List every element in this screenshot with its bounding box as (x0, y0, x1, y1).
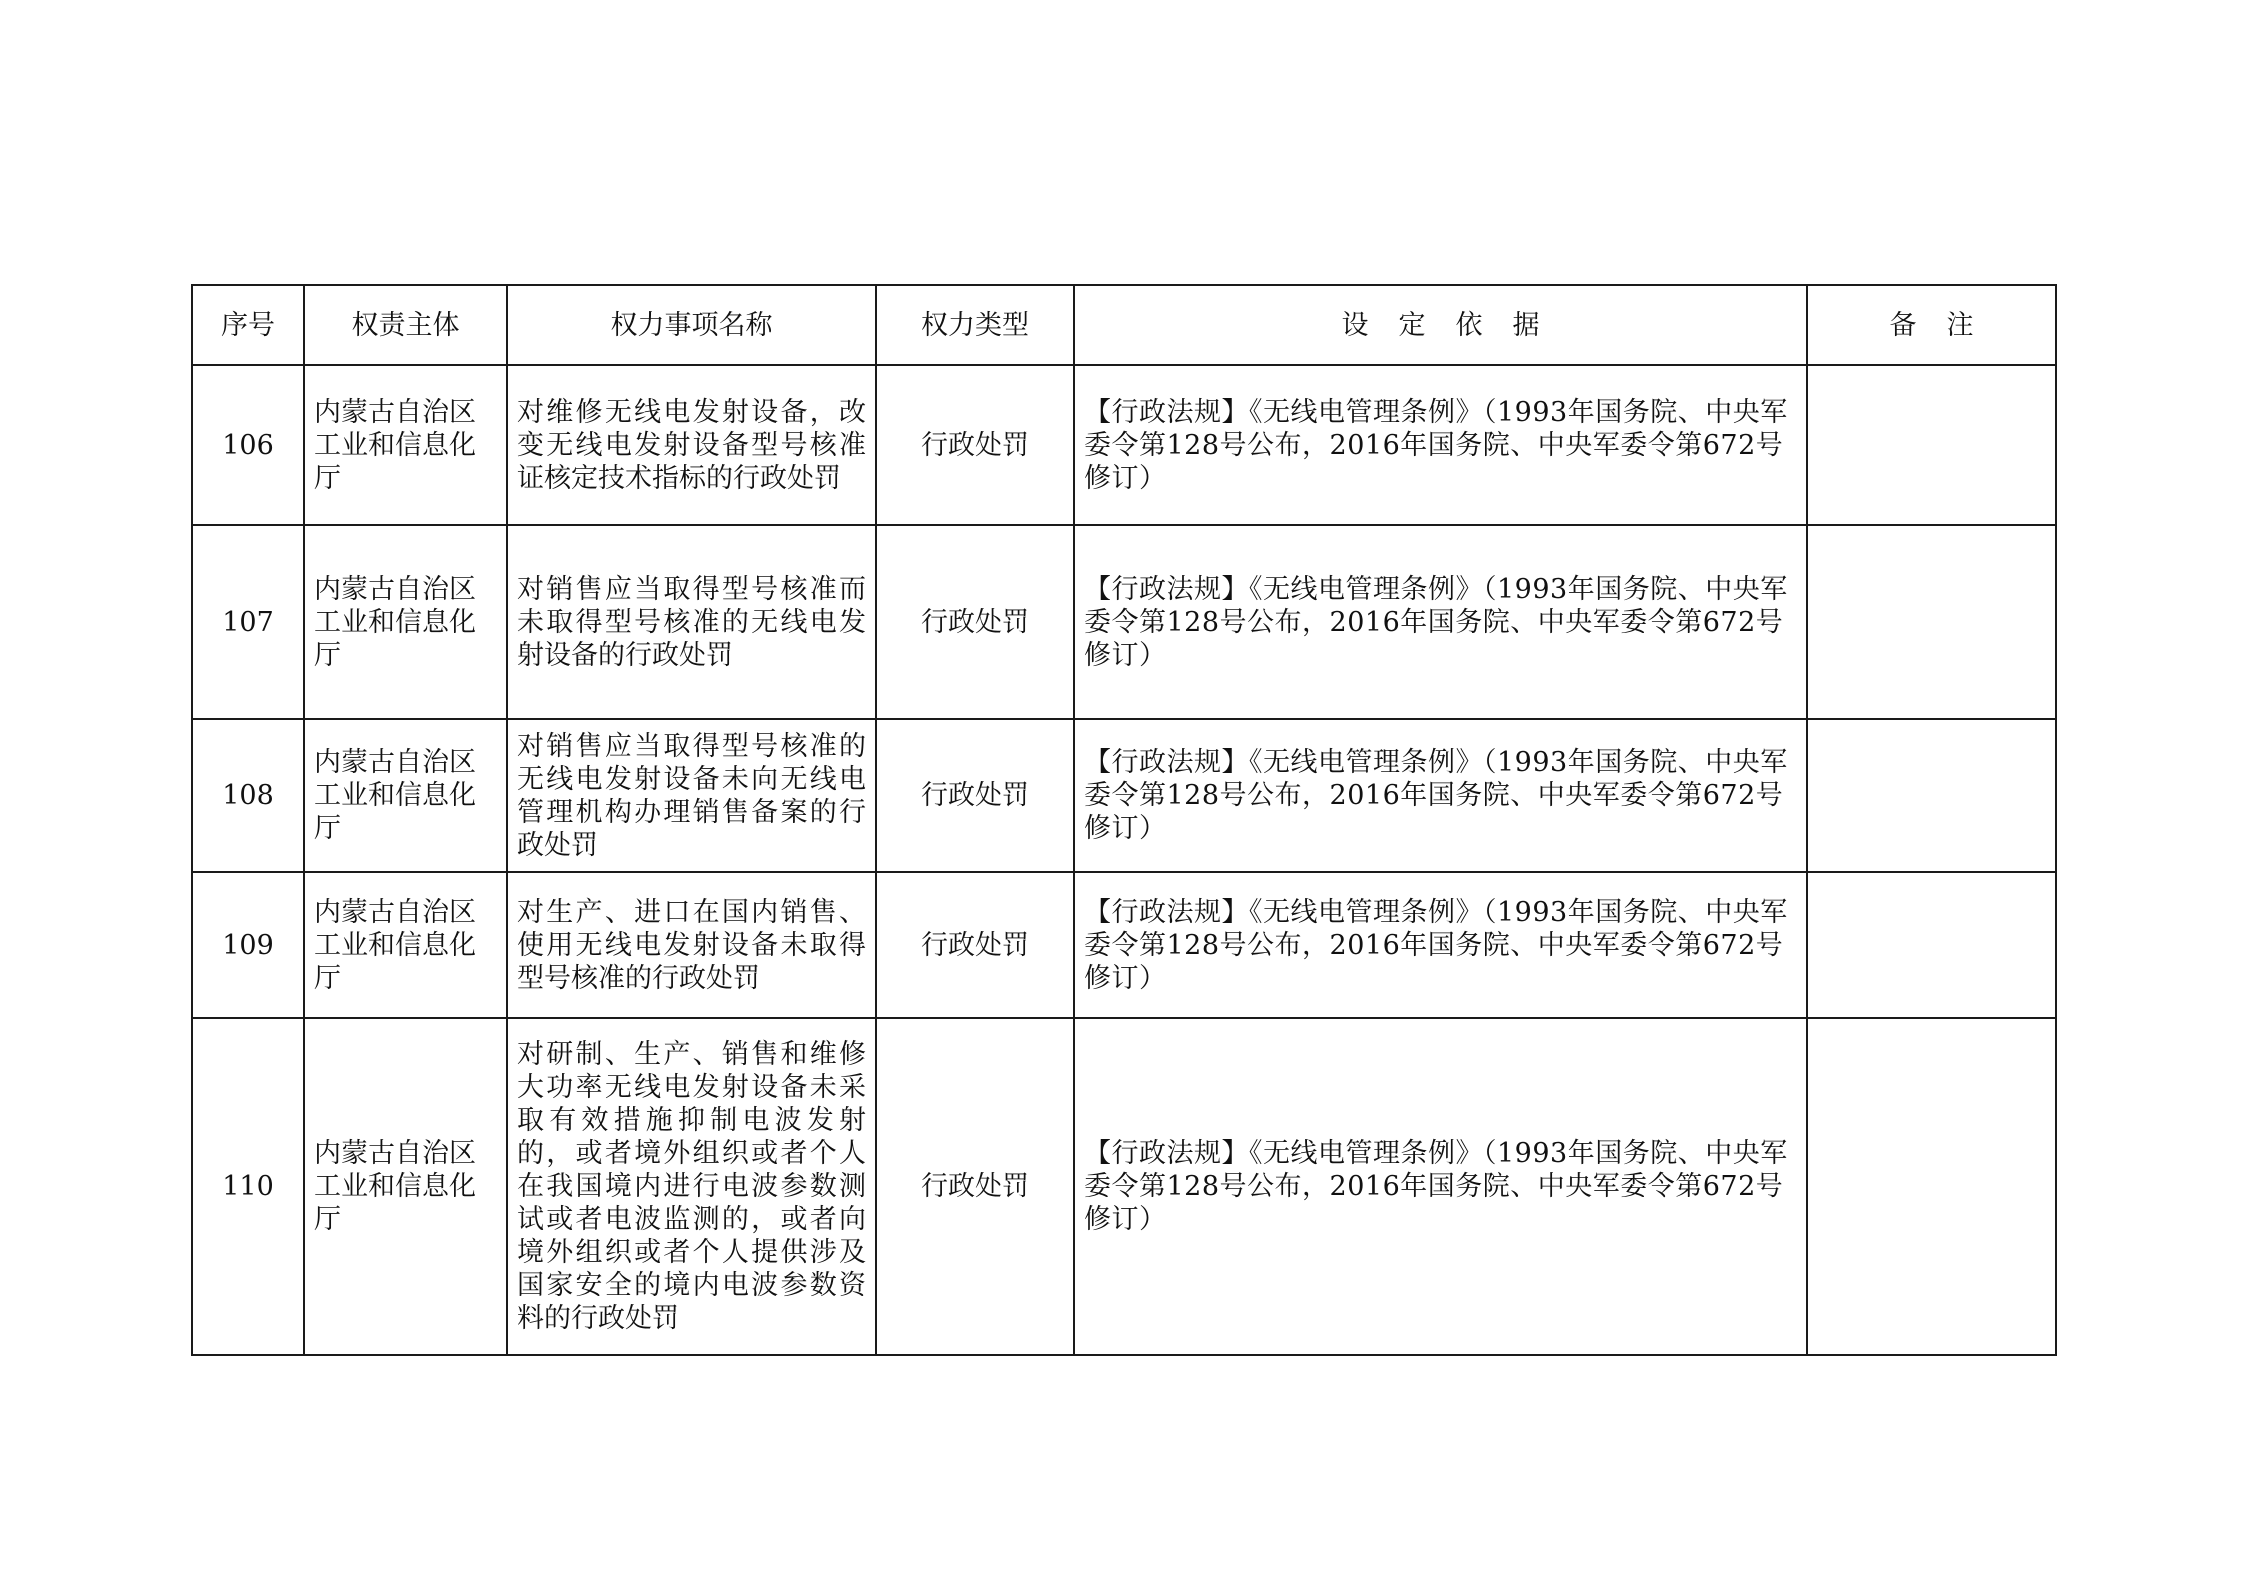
cell-seq: 109 (192, 872, 304, 1018)
header-subject: 权责主体 (304, 285, 507, 365)
table-row (192, 1018, 2056, 1355)
cell-name: 对研制、生产、销售和维修大功率无线电发射设备未采取有效措施抑制电波发射的，或者境外组织或者个人在我国境内进行电波参数测试或者电波监测的，或者向境外组织或者个人提供涉及国家安全的境内电波参数资料的行政处罚 (507, 1018, 876, 1355)
cell-name: 对生产、进口在国内销售、使用无线电发射设备未取得型号核准的行政处罚 (507, 872, 876, 1018)
cell-subject: 内蒙古自治区工业和信息化厅 (304, 525, 507, 719)
cell-basis: 【行政法规】《无线电管理条例》（1993年国务院、中央军委令第128号公布，2016年国务院、中央军委令第672号修订） (1074, 365, 1807, 525)
cell-remark (1807, 525, 2056, 719)
header-basis: 设定依据 (1074, 285, 1807, 365)
table-row (192, 872, 2056, 1018)
table-header-row (192, 285, 2056, 365)
cell-seq: 107 (192, 525, 304, 719)
header-type: 权力类型 (876, 285, 1074, 365)
cell-type: 行政处罚 (876, 1018, 1074, 1355)
power-list-table (191, 284, 2057, 1356)
cell-subject: 内蒙古自治区工业和信息化厅 (304, 872, 507, 1018)
cell-type: 行政处罚 (876, 525, 1074, 719)
cell-type: 行政处罚 (876, 872, 1074, 1018)
cell-type: 行政处罚 (876, 719, 1074, 872)
cell-name: 对维修无线电发射设备，改变无线电发射设备型号核准证核定技术指标的行政处罚 (507, 365, 876, 525)
cell-remark (1807, 365, 2056, 525)
cell-remark (1807, 1018, 2056, 1355)
table-row (192, 365, 2056, 525)
cell-seq: 110 (192, 1018, 304, 1355)
cell-name: 对销售应当取得型号核准的无线电发射设备未向无线电管理机构办理销售备案的行政处罚 (507, 719, 876, 872)
cell-seq: 106 (192, 365, 304, 525)
cell-subject: 内蒙古自治区工业和信息化厅 (304, 1018, 507, 1355)
cell-basis: 【行政法规】《无线电管理条例》（1993年国务院、中央军委令第128号公布，2016年国务院、中央军委令第672号修订） (1074, 1018, 1807, 1355)
cell-basis: 【行政法规】《无线电管理条例》（1993年国务院、中央军委令第128号公布，2016年国务院、中央军委令第672号修订） (1074, 525, 1807, 719)
header-name: 权力事项名称 (507, 285, 876, 365)
cell-subject: 内蒙古自治区工业和信息化厅 (304, 365, 507, 525)
cell-basis: 【行政法规】《无线电管理条例》（1993年国务院、中央军委令第128号公布，2016年国务院、中央军委令第672号修订） (1074, 872, 1807, 1018)
table-row (192, 719, 2056, 872)
header-remark: 备注 (1807, 285, 2056, 365)
header-seq: 序号 (192, 285, 304, 365)
cell-basis: 【行政法规】《无线电管理条例》（1993年国务院、中央军委令第128号公布，2016年国务院、中央军委令第672号修订） (1074, 719, 1807, 872)
cell-remark (1807, 872, 2056, 1018)
cell-seq: 108 (192, 719, 304, 872)
table-row (192, 525, 2056, 719)
cell-name: 对销售应当取得型号核准而未取得型号核准的无线电发射设备的行政处罚 (507, 525, 876, 719)
cell-type: 行政处罚 (876, 365, 1074, 525)
cell-subject: 内蒙古自治区工业和信息化厅 (304, 719, 507, 872)
cell-remark (1807, 719, 2056, 872)
